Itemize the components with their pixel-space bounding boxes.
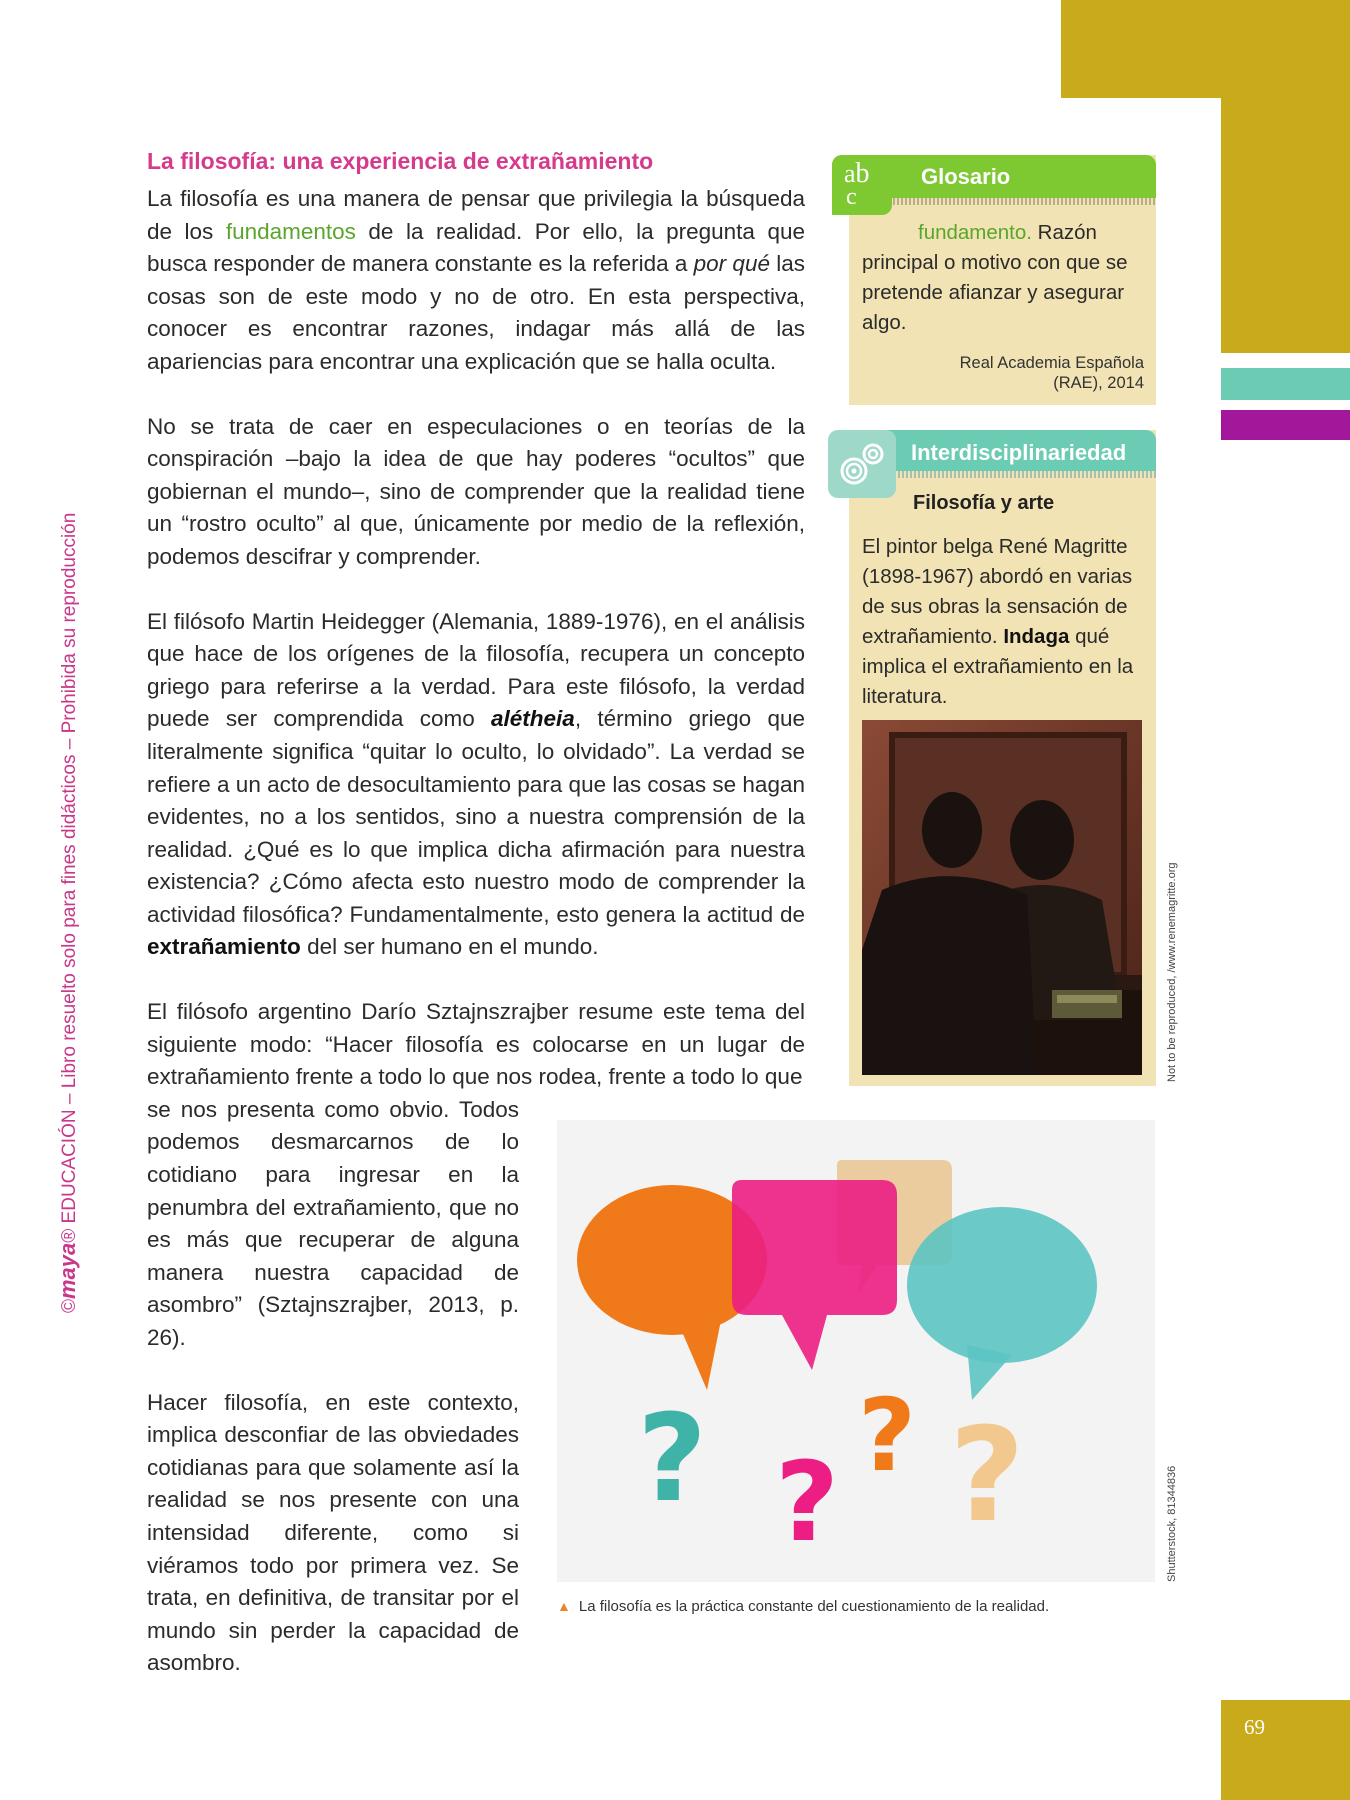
paragraph-1: La filosofía es una manera de pensar que privilegia la búsqueda de los fundamentos de la realidad. Por ello, la pregunta que busca responder de manera constante es la referida a por qué las cosas son de este modo y no de otro. En esta perspectiva, conocer es encontrar razones, indagar más allá de las apariencias para encontrar una explicación que se halla oculta. bbox=[147, 186, 806, 374]
speech-bubbles-image bbox=[557, 1120, 1155, 1582]
paragraph-3: El filósofo Martin Heidegger (Alemania, 1889-1976), en el análisis que hace de los orígenes de la filosofía, recupera un concepto griego para referirse a la verdad. Para este filósofo, la verdad puede ser comprendida como alétheia, término griego que literalmente significa “quitar lo oculto, lo olvidado”. La verdad se refiere a un acto de desocultamiento para que las cosas se hagan evidentes, no a los sentidos, sino a nuestra comprensión de la realidad. ¿Qué es lo que implica dicha afirmación para nuestra existencia? ¿Cómo afecta esto nuestro modo de comprender la actividad filosófica? Fundamentalmente, esto genera la actitud de extrañamiento del ser humano en el mundo. bbox=[147, 608, 805, 960]
painting-credit: Not to be reproduced, /www.renemagritte.org bbox=[1166, 862, 1178, 1082]
interdisciplinary-text: El pintor belga René Magritte (1898-1967) abordó en varias de sus obras la sensación de extrañamiento. Indaga qué implica el extrañamiento en la literatura. bbox=[862, 535, 1134, 708]
paragraph-5: Hacer filosofía, en este contexto, implica desconfiar de las obviedades cotidianas para que solamente así la realidad se nos presente con una intensidad diferente, como si viéramos todo por primera vez. Se trata, en definitiva, de transitar por el mundo sin perder la capacidad de asombro. bbox=[147, 1389, 519, 1676]
page-number-block bbox=[1221, 1700, 1350, 1800]
decorative-band-top bbox=[1061, 0, 1350, 98]
interdisciplinary-divider bbox=[890, 471, 1156, 478]
interdisciplinary-subtitle: Filosofía y arte bbox=[913, 492, 1055, 514]
glossary-abc-icon: ab c bbox=[832, 155, 892, 215]
decorative-band-teal bbox=[1221, 368, 1350, 400]
glossary-source: Real Academia Española (RAE), 2014 bbox=[959, 354, 1144, 392]
paragraph-2: No se trata de caer en especulaciones o en teorías de la conspiración –bajo la idea de que hay poderes “ocultos” que gobiernan el mundo–, sino de comprender que la realidad tiene un “rostro oculto” al que, únicamente por medio de la reflexión, podemos descifrar y comprender. bbox=[147, 413, 805, 569]
paragraph-4-wide: El filósofo argentino Darío Sztajnszrajber resume este tema del siguiente modo: “Hacer filosofía es colocarse en un lugar de extrañamiento frente a todo lo que nos rodea, frente a todo lo que bbox=[147, 999, 805, 1090]
section-title: La filosofía: una experiencia de extrañamiento bbox=[147, 148, 654, 174]
term-aletheia: alétheia bbox=[491, 706, 575, 732]
page-number: 69 bbox=[1244, 1715, 1265, 1739]
magritte-painting-image bbox=[862, 720, 1142, 1075]
glossary-divider bbox=[849, 198, 1156, 205]
decorative-band-right bbox=[1221, 98, 1350, 353]
svg-text:?: ? bbox=[637, 1390, 707, 1529]
copyright-notice: EDUCACIÓN – Libro resuelto solo para fines didácticos – Prohibida su reproducción bbox=[59, 512, 80, 1224]
term-extranamiento: extrañamiento bbox=[147, 934, 301, 960]
term-fundamentos: fundamentos bbox=[225, 218, 356, 244]
copyright-side-text: ©maya® EDUCACIÓN – Libro resuelto solo para fines didácticos – Prohibida su reproducción bbox=[55, 512, 80, 1313]
svg-text:?: ? bbox=[775, 1438, 839, 1566]
glossary-title: Glosario bbox=[921, 164, 1011, 189]
triangle-bullet-icon: ▲ bbox=[557, 1598, 571, 1614]
glossary-term: fundamento. bbox=[918, 221, 1032, 244]
brand-logo: maya bbox=[55, 1242, 80, 1299]
svg-text:?: ? bbox=[857, 1377, 917, 1494]
decorative-band-magenta bbox=[1221, 410, 1350, 440]
paragraph-4-narrow: se nos presenta como obvio. Todos podemos desmarcarnos de lo cotidiano para ingresar en la penumbra del extrañamiento, que no es más que recuperar de alguna manera nuestra capacidad de asombro” (Sztajnszrajber, 2013, p. 26). bbox=[147, 1096, 519, 1350]
concentric-circles-icon bbox=[828, 430, 896, 498]
glossary-definition: fundamento. Razón principal o motivo con que se pretende afianzar y asegurar algo. bbox=[862, 221, 1128, 334]
image-caption: ▲ La filosofía es la práctica constante del cuestionamiento de la realidad. bbox=[557, 1598, 1050, 1615]
svg-text:?: ? bbox=[949, 1399, 1025, 1551]
bubbles-credit: Shutterstock, 81344836 bbox=[1166, 1465, 1178, 1582]
interdisciplinary-title: Interdisciplinariedad bbox=[911, 440, 1127, 465]
